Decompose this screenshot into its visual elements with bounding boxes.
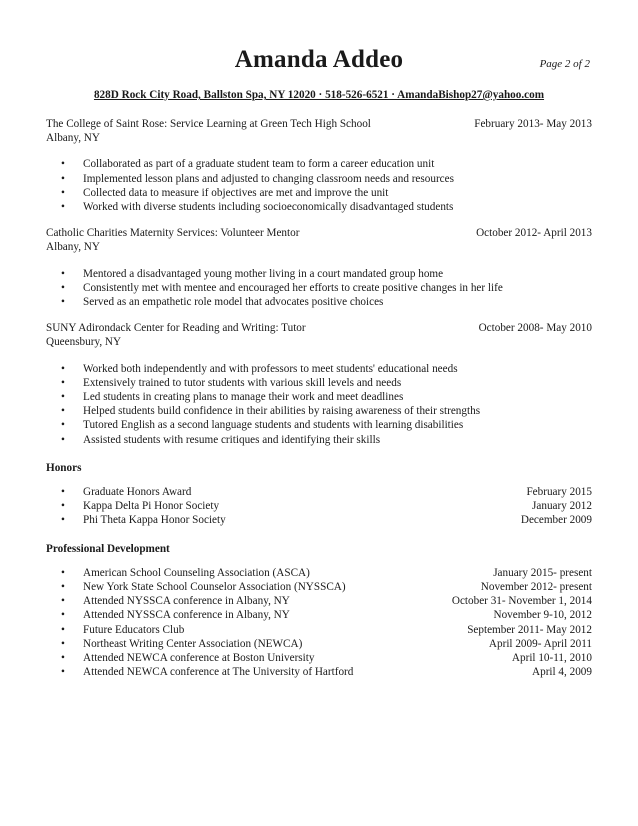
professional-development-list bbox=[46, 566, 592, 680]
bullet-item: • Helped students build confidence in their abilities by raising awareness of their strengths bbox=[46, 404, 592, 418]
pd-item bbox=[46, 623, 592, 637]
pd-item bbox=[46, 566, 592, 580]
experience-entry bbox=[46, 226, 592, 309]
entry-header bbox=[46, 321, 592, 335]
entry-dates: October 2008- May 2010 bbox=[478, 322, 592, 335]
pd-item bbox=[46, 580, 592, 594]
pd-item bbox=[46, 637, 592, 651]
entry-location: Albany, NY bbox=[46, 241, 100, 254]
item-label: • Attended NEWCA conference at The University of Hartford bbox=[83, 666, 354, 679]
bullet-item: • Extensively trained to tutor students with various skill levels and needs bbox=[46, 376, 592, 390]
entry-title: The College of Saint Rose: Service Learning at Green Tech High School bbox=[46, 118, 371, 130]
item-date: December 2009 bbox=[520, 514, 592, 527]
bullet-item: • Implemented lesson plans and adjusted to changing classroom needs and resources bbox=[46, 172, 592, 186]
section-heading-professional-development: Professional Development bbox=[46, 542, 170, 555]
item-label: • Kappa Delta Pi Honor Society bbox=[83, 500, 220, 513]
item-label: • Graduate Honors Award bbox=[83, 486, 192, 499]
item-label: • New York State School Counselor Association (NYSSCA) bbox=[83, 581, 346, 594]
pd-item bbox=[46, 594, 592, 608]
pd-item bbox=[46, 651, 592, 665]
experience-entry bbox=[46, 321, 592, 447]
bullet-item: • Tutored English as a second language students and students with learning disabilities bbox=[46, 418, 592, 432]
resume-content bbox=[46, 117, 592, 680]
entry-dates: February 2013- May 2013 bbox=[474, 118, 592, 130]
item-date: April 10-11, 2010 bbox=[511, 652, 592, 665]
item-label: • Northeast Writing Center Association (NEWCA) bbox=[83, 637, 303, 650]
section-heading-honors: Honors bbox=[46, 461, 82, 474]
candidate-name: Amanda Addeo bbox=[234, 46, 404, 73]
entry-bullets bbox=[46, 157, 592, 214]
contact-line: 828D Rock City Road, Ballston Spa, NY 12020 · 518-526-6521 · AmandaBishop27@yahoo.com bbox=[93, 89, 545, 101]
item-date: April 4, 2009 bbox=[532, 666, 592, 679]
item-label: • Attended NEWCA conference at Boston University bbox=[83, 652, 315, 665]
item-label: • American School Counseling Association (ASCA) bbox=[83, 566, 310, 579]
pd-item bbox=[46, 665, 592, 679]
item-date: November 2012- present bbox=[480, 581, 592, 594]
honor-item bbox=[46, 513, 592, 527]
entry-header bbox=[46, 117, 592, 131]
item-date: November 9-10, 2012 bbox=[493, 609, 592, 622]
bullet-item: • Collected data to measure if objectives are met and improve the unit bbox=[46, 186, 592, 200]
bullet-item: • Served as an empathetic role model that advocates positive choices bbox=[46, 295, 592, 309]
item-label: • Phi Theta Kappa Honor Society bbox=[83, 514, 226, 527]
bullet-item: • Collaborated as part of a graduate student team to form a career education unit bbox=[46, 157, 592, 171]
item-date: February 2015 bbox=[526, 486, 592, 499]
bullet-item: • Mentored a disadvantaged young mother living in a court mandated group home bbox=[46, 267, 592, 281]
item-date: January 2015- present bbox=[493, 566, 592, 579]
bullet-item: • Led students in creating plans to manage their work and meet deadlines bbox=[46, 390, 592, 404]
bullet-item: • Consistently met with mentee and encouraged her efforts to create positive changes in her life bbox=[46, 281, 592, 295]
item-date: January 2012 bbox=[532, 500, 592, 513]
honor-item bbox=[46, 499, 592, 513]
item-label: • Future Educators Club bbox=[83, 623, 185, 636]
bullet-item: • Worked with diverse students including socioeconomically disadvantaged students bbox=[46, 200, 592, 214]
entry-bullets bbox=[46, 267, 592, 310]
entry-title: SUNY Adirondack Center for Reading and Writing: Tutor bbox=[46, 322, 306, 335]
pd-item bbox=[46, 608, 592, 622]
entry-title: Catholic Charities Maternity Services: Volunteer Mentor bbox=[46, 227, 300, 240]
item-date: April 2009- April 2011 bbox=[488, 637, 592, 650]
entry-dates: October 2012- April 2013 bbox=[476, 227, 592, 240]
bullet-item: • Assisted students with resume critiques and identifying their skills bbox=[46, 433, 592, 447]
item-label: • Attended NYSSCA conference in Albany, NY bbox=[83, 609, 290, 622]
entry-location: Albany, NY bbox=[46, 132, 100, 145]
entry-header bbox=[46, 226, 592, 240]
entry-bullets bbox=[46, 362, 592, 447]
item-date: September 2011- May 2012 bbox=[467, 623, 592, 636]
item-date: October 31- November 1, 2014 bbox=[451, 595, 592, 608]
honors-list bbox=[46, 485, 592, 528]
entry-location: Queensbury, NY bbox=[46, 336, 122, 349]
page-number: Page 2 of 2 bbox=[539, 58, 590, 70]
bullet-item: • Worked both independently and with professors to meet students' educational needs bbox=[46, 362, 592, 376]
item-label: • Attended NYSSCA conference in Albany, NY bbox=[83, 595, 290, 608]
experience-entry bbox=[46, 117, 592, 214]
honor-item bbox=[46, 485, 592, 499]
